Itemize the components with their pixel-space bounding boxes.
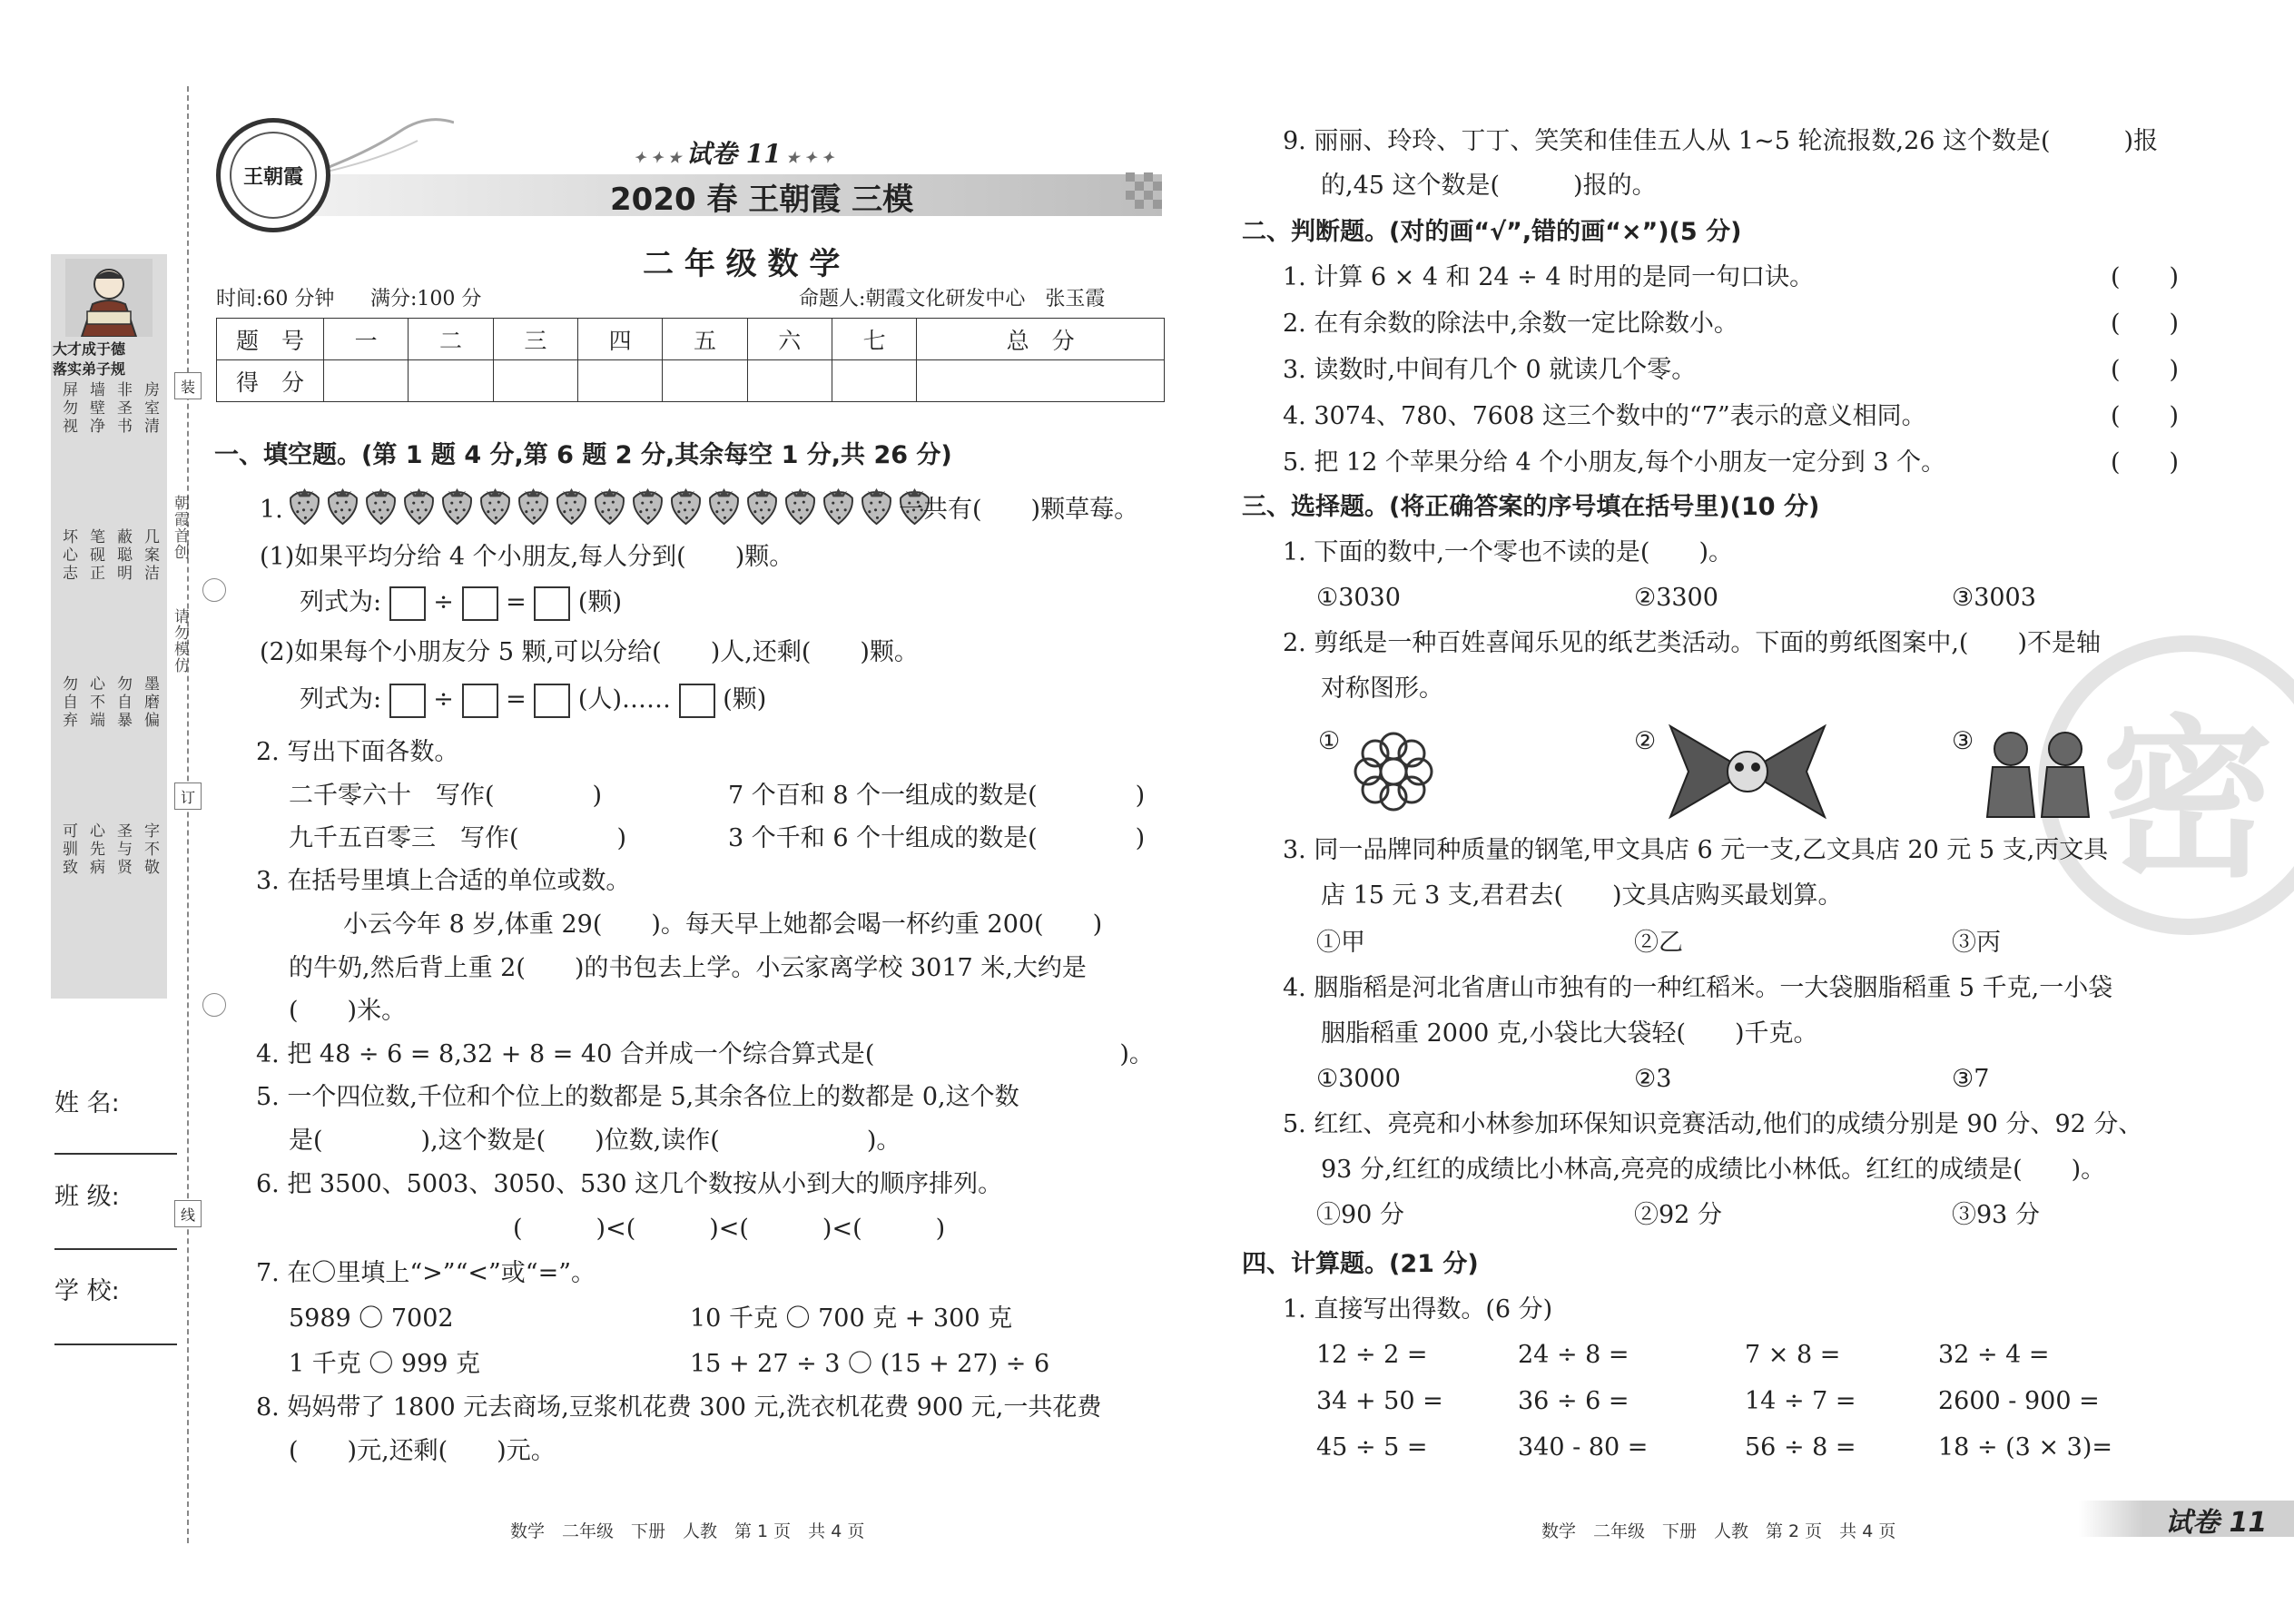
- subject-title: 二 年 级 数 学: [643, 246, 841, 282]
- school-field[interactable]: [54, 1343, 177, 1345]
- score-cell[interactable]: [917, 360, 1165, 402]
- student-avatar-icon: [65, 259, 153, 337]
- score-header-cell: 二: [409, 319, 493, 360]
- unit-ke: (颗): [723, 685, 767, 714]
- strawberry-icon: [668, 486, 704, 526]
- score-table-row: [217, 360, 1165, 402]
- strawberry-icon: [630, 486, 665, 526]
- score-cell[interactable]: [577, 360, 662, 402]
- exam-time: 时间:60 分钟: [216, 288, 335, 310]
- score-header-cell: 五: [663, 319, 747, 360]
- motto-columns: [54, 381, 163, 962]
- s3-q2-line-2: 对称图形。: [1321, 674, 1443, 703]
- class-label: 班 级:: [54, 1183, 120, 1211]
- q8-line-1: 8. 妈妈带了 1800 元去商场,豆浆机花费 300 元,洗衣机花费 900 元,一共花费: [256, 1393, 1102, 1422]
- strawberry-icon: [706, 486, 742, 526]
- score-header-cell: 总 分: [917, 319, 1165, 360]
- q3-line-1: 小云今年 8 岁,体重 29( )。每天早上她都会喝一杯约重 200( ): [343, 910, 1103, 939]
- q3-line-2: 的牛奶,然后背上重 2( )的书包去上学。小云家离学校 3017 米,大约是: [289, 954, 1087, 982]
- footer-page-1: 数学 二年级 下册 人教 第 1 页 共 4 页: [510, 1521, 865, 1541]
- q3-text: 3. 在括号里填上合适的单位或数。: [256, 867, 631, 895]
- s3-q5-option[interactable]: ②92 分: [1634, 1201, 1722, 1229]
- judge-item: 3. 读数时,中间有几个 0 就读几个零。: [1283, 356, 1697, 384]
- motto-text: 字不敬: [141, 822, 159, 877]
- s3-q2-line-1: 2. 剪纸是一种百姓喜闻乐见的纸艺类活动。下面的剪纸图案中,( )不是轴: [1283, 629, 2101, 657]
- q1-part2-formula: [300, 683, 766, 718]
- fold-label-zhuang: 装: [174, 372, 202, 399]
- calc-item[interactable]: 36 ÷ 6 =: [1518, 1387, 1629, 1415]
- exam-series-label: ✦ ✦ ★ 试卷 11 ★ ✦ ✦: [634, 139, 834, 169]
- q1-number: 1.: [260, 496, 283, 524]
- q7-item-d: 15 + 27 ÷ 3 〇 (15 + 27) ÷ 6: [690, 1350, 1050, 1378]
- s3-q1-option[interactable]: ②3300: [1634, 584, 1718, 612]
- judge-answer-paren[interactable]: ( ): [2111, 263, 2180, 291]
- score-row-label: 得 分: [217, 360, 324, 402]
- score-header-cell: 题 号: [217, 319, 324, 360]
- s4-q1: 1. 直接写出得数。(6 分): [1283, 1295, 1553, 1324]
- footer-page-2: 数学 二年级 下册 人教 第 2 页 共 4 页: [1541, 1521, 1896, 1541]
- slogan-line-1: 大才成于德: [53, 340, 126, 358]
- calc-item[interactable]: 12 ÷ 2 =: [1316, 1341, 1428, 1369]
- s3-q4-option[interactable]: ②3: [1634, 1065, 1672, 1093]
- div-sign: ÷: [433, 588, 454, 616]
- motto-text: 房室清: [141, 381, 159, 436]
- answer-box[interactable]: [679, 684, 715, 718]
- s3-q3-option[interactable]: ③丙: [1952, 929, 2001, 957]
- answer-box[interactable]: [462, 586, 498, 621]
- score-header-cell: 一: [324, 319, 409, 360]
- calc-item[interactable]: 2600 - 900 =: [1938, 1387, 2100, 1415]
- s3-q4-option[interactable]: ③7: [1952, 1065, 1990, 1093]
- calc-item[interactable]: 24 ÷ 8 =: [1518, 1341, 1629, 1369]
- motto-text: 屏勿视: [59, 381, 77, 436]
- s3-q4-line-2: 胭脂稻重 2000 克,小袋比大袋轻( )千克。: [1321, 1019, 1818, 1048]
- exam-badge: 试卷 11: [2165, 1507, 2268, 1539]
- judge-item: 2. 在有余数的除法中,余数一定比除数小。: [1283, 310, 1738, 338]
- brand-logo-text: 王朝霞: [230, 132, 317, 219]
- strawberry-row: [287, 486, 935, 531]
- answer-box[interactable]: [389, 586, 426, 621]
- brand-logo: [216, 118, 330, 232]
- score-header-cell: 四: [577, 319, 662, 360]
- binding-hole: [202, 993, 226, 1017]
- q1-part1: (1)如果平均分给 4 个小朋友,每人分到( )颗。: [260, 543, 794, 571]
- calc-item[interactable]: 18 ÷ (3 × 3)=: [1938, 1433, 2112, 1462]
- q2-item-b: 7 个百和 8 个一组成的数是( ): [728, 782, 1146, 810]
- calc-item[interactable]: 14 ÷ 7 =: [1745, 1387, 1856, 1415]
- strawberry-icon: [592, 486, 627, 526]
- formula-label: 列式为:: [300, 685, 382, 714]
- calc-item[interactable]: 7 × 8 =: [1745, 1341, 1841, 1369]
- section-2-heading: 二、判断题。(对的画“√”,错的画“×”)(5 分): [1242, 218, 1742, 246]
- motto-text: 心先病: [86, 822, 104, 877]
- judge-answer-paren[interactable]: ( ): [2111, 310, 2180, 338]
- q7-item-b: 10 千克 〇 700 克 + 300 克: [690, 1304, 1013, 1333]
- papercut-flower-icon[interactable]: [1348, 726, 1439, 817]
- judge-item: 4. 3074、780、7608 这三个数中的“7”表示的意义相同。: [1283, 402, 1926, 430]
- s3-q5-line-2: 93 分,红红的成绩比小林高,亮亮的成绩比小林低。红红的成绩是( )。: [1321, 1156, 2106, 1184]
- score-cell[interactable]: [493, 360, 577, 402]
- motto-text: 圣与贤: [113, 822, 132, 877]
- calc-item[interactable]: 34 + 50 =: [1316, 1387, 1443, 1415]
- q6-order: ( )<( )<( )<( ): [513, 1215, 946, 1243]
- judge-answer-paren[interactable]: ( ): [2111, 402, 2180, 430]
- s3-q4-option[interactable]: ①3000: [1316, 1065, 1401, 1093]
- school-label: 学 校:: [54, 1277, 120, 1305]
- papercut-option-1-label[interactable]: ①: [1318, 727, 1341, 755]
- q1-part2: (2)如果每个小朋友分 5 颗,可以分给( )人,还剩( )颗。: [260, 638, 919, 666]
- slogan-line-2: 落实弟子规: [53, 360, 126, 378]
- q2-item-a: 二千零六十 写作( ): [289, 782, 603, 810]
- div-sign: ÷: [433, 685, 454, 714]
- papercut-option-2-label[interactable]: ②: [1634, 727, 1657, 755]
- section-4-heading: 四、计算题。(21 分): [1242, 1250, 1479, 1278]
- strawberry-icon: [478, 486, 513, 526]
- exam-author: 命题人:朝霞文化研发中心 张玉霞: [799, 288, 1106, 310]
- q7-text: 7. 在〇里填上“>”“<”或“=”。: [256, 1259, 596, 1287]
- answer-box[interactable]: [534, 684, 570, 718]
- q3-line-3: ( )米。: [289, 997, 407, 1025]
- q2-text: 2. 写出下面各数。: [256, 738, 459, 766]
- motto-text: 心不端: [86, 675, 104, 730]
- section-1-heading: 一、填空题。(第 1 题 4 分,第 6 题 2 分,其余每空 1 分,共 26 分): [214, 441, 952, 469]
- strawberry-icon: [439, 486, 475, 526]
- strawberry-icon: [554, 486, 589, 526]
- calc-item[interactable]: 45 ÷ 5 =: [1316, 1433, 1428, 1462]
- q7-item-c: 1 千克 〇 999 克: [289, 1350, 481, 1378]
- class-field[interactable]: [54, 1248, 177, 1250]
- ribbon-icon: [327, 113, 454, 177]
- q9-line-1: 9. 丽丽、玲玲、丁丁、笑笑和佳佳五人从 1~5 轮流报数,26 这个数是( )报: [1283, 127, 2159, 155]
- q9-line-2: 的,45 这个数是( )报的。: [1321, 172, 1657, 200]
- motto-text: 可驯致: [59, 822, 77, 877]
- motto-text: 蔽聪明: [113, 528, 132, 583]
- strawberry-icon: [401, 486, 437, 526]
- q8-line-2: ( )元,还剩( )元。: [289, 1437, 556, 1465]
- score-header-cell: 七: [832, 319, 916, 360]
- motto-text: 墨磨偏: [141, 675, 159, 730]
- judge-answer-paren[interactable]: ( ): [2111, 356, 2180, 384]
- score-header-cell: 三: [493, 319, 577, 360]
- q5-line-2: 是( ),这个数是( )位数,读作( )。: [289, 1127, 901, 1155]
- watermark-text: 密: [2101, 699, 2274, 901]
- calc-item[interactable]: 32 ÷ 4 =: [1938, 1341, 2050, 1369]
- fold-label-xian: 线: [174, 1200, 202, 1227]
- strawberry-icon: [325, 486, 360, 526]
- score-cell[interactable]: [324, 360, 409, 402]
- equals-sign: =: [506, 588, 527, 616]
- binding-hole: [202, 578, 226, 602]
- motto-text: 勿自弃: [59, 675, 77, 730]
- section-3-heading: 三、选择题。(将正确答案的序号填在括号里)(10 分): [1242, 493, 1820, 521]
- answer-box[interactable]: [534, 586, 570, 621]
- strawberry-icon: [363, 486, 399, 526]
- formula-label: 列式为:: [300, 588, 382, 616]
- q2-item-d: 3 个千和 6 个十组成的数是( ): [728, 824, 1146, 852]
- papercut-butterfly-icon[interactable]: [1661, 722, 1834, 822]
- answer-box[interactable]: [462, 684, 498, 718]
- calc-item[interactable]: 56 ÷ 8 =: [1745, 1433, 1856, 1462]
- score-header-cell: 六: [747, 319, 832, 360]
- vertical-note-no-copy: 请勿模仿: [171, 608, 189, 674]
- s3-q1: 1. 下面的数中,一个零也不读的是( )。: [1283, 538, 1733, 566]
- judge-item: 5. 把 12 个苹果分给 4 个小朋友,每个小朋友一定分到 3 个。: [1283, 448, 1946, 477]
- binding-fold-line: [187, 86, 189, 1543]
- score-table-header-row: [217, 319, 1165, 360]
- motto-text: 坏心志: [59, 528, 77, 583]
- s3-q5-option[interactable]: ①90 分: [1316, 1201, 1404, 1229]
- equals-sign: =: [506, 685, 527, 714]
- checker-pattern-icon: [1126, 172, 1164, 218]
- calc-item[interactable]: 340 - 80 =: [1518, 1433, 1649, 1462]
- unit-ke: (颗): [577, 588, 622, 616]
- exam-title: 2020 春 王朝霞 三模: [610, 182, 914, 218]
- score-cell[interactable]: [747, 360, 832, 402]
- s3-q1-option[interactable]: ①3030: [1316, 584, 1401, 612]
- full-score: 满分:100 分: [370, 288, 482, 310]
- score-cell[interactable]: [663, 360, 747, 402]
- s3-q1-option[interactable]: ③3003: [1952, 584, 2036, 612]
- s3-q3-option[interactable]: ①甲: [1316, 929, 1365, 957]
- score-table: [216, 318, 1165, 402]
- vertical-note-original: 朝霞首创: [171, 495, 189, 560]
- strawberry-icon: [744, 486, 780, 526]
- s3-q4-line-1: 4. 胭脂稻是河北省唐山市独有的一种红稻米。一大袋胭脂稻重 5 千克,一小袋: [1283, 974, 2113, 1002]
- score-cell[interactable]: [832, 360, 916, 402]
- judge-item: 1. 计算 6 × 4 和 24 ÷ 4 时用的是同一句口诀。: [1283, 263, 1815, 291]
- q1-text: 一共有( )颗草莓。: [899, 496, 1139, 524]
- score-cell[interactable]: [409, 360, 493, 402]
- name-label: 姓 名:: [54, 1089, 120, 1117]
- strawberry-icon: [287, 486, 322, 526]
- q6-text: 6. 把 3500、5003、3050、530 这几个数按从小到大的顺序排列。: [256, 1170, 1003, 1198]
- s3-q5-option[interactable]: ③93 分: [1952, 1201, 2040, 1229]
- name-field[interactable]: [54, 1153, 177, 1155]
- q7-item-a: 5989 〇 7002: [289, 1304, 454, 1333]
- s3-q5-line-1: 5. 红红、亮亮和小林参加环保知识竞赛活动,他们的成绩分别是 90 分、92 分、: [1283, 1110, 2143, 1138]
- strawberry-icon: [783, 486, 818, 526]
- judge-answer-paren[interactable]: ( ): [2111, 448, 2180, 477]
- motto-text: 几案洁: [141, 528, 159, 583]
- s3-q3-line-2: 店 15 元 3 支,君君去( )文具店购买最划算。: [1321, 881, 1843, 910]
- answer-box[interactable]: [389, 684, 426, 718]
- q1-part1-formula: [300, 586, 622, 621]
- s3-q3-line-1: 3. 同一品牌同种质量的钢笔,甲文具店 6 元一支,乙文具店 20 元 5 支,丙文具: [1283, 836, 2109, 864]
- q4-text: 4. 把 48 ÷ 6 = 8,32 + 8 = 40 合并成一个综合算式是( )。: [256, 1040, 1154, 1068]
- strawberry-icon: [859, 486, 894, 526]
- papercut-option-3-label[interactable]: ③: [1952, 727, 1974, 755]
- motto-text: 墙壁净: [86, 381, 104, 436]
- papercut-figures-icon[interactable]: [1974, 722, 2102, 822]
- fold-label-ding: 订: [174, 782, 202, 810]
- q2-item-c: 九千五百零三 写作( ): [289, 824, 627, 852]
- motto-text: 笔砚正: [86, 528, 104, 583]
- strawberry-icon: [821, 486, 856, 526]
- s3-q3-option[interactable]: ②乙: [1634, 929, 1683, 957]
- strawberry-icon: [516, 486, 551, 526]
- unit-ren: (人)……: [577, 685, 671, 714]
- exam-series-text: 试卷 11: [685, 139, 782, 169]
- motto-text: 勿自暴: [113, 675, 132, 730]
- motto-text: 非圣书: [113, 381, 132, 436]
- q5-line-1: 5. 一个四位数,千位和个位上的数都是 5,其余各位上的数都是 0,这个数: [256, 1083, 1019, 1111]
